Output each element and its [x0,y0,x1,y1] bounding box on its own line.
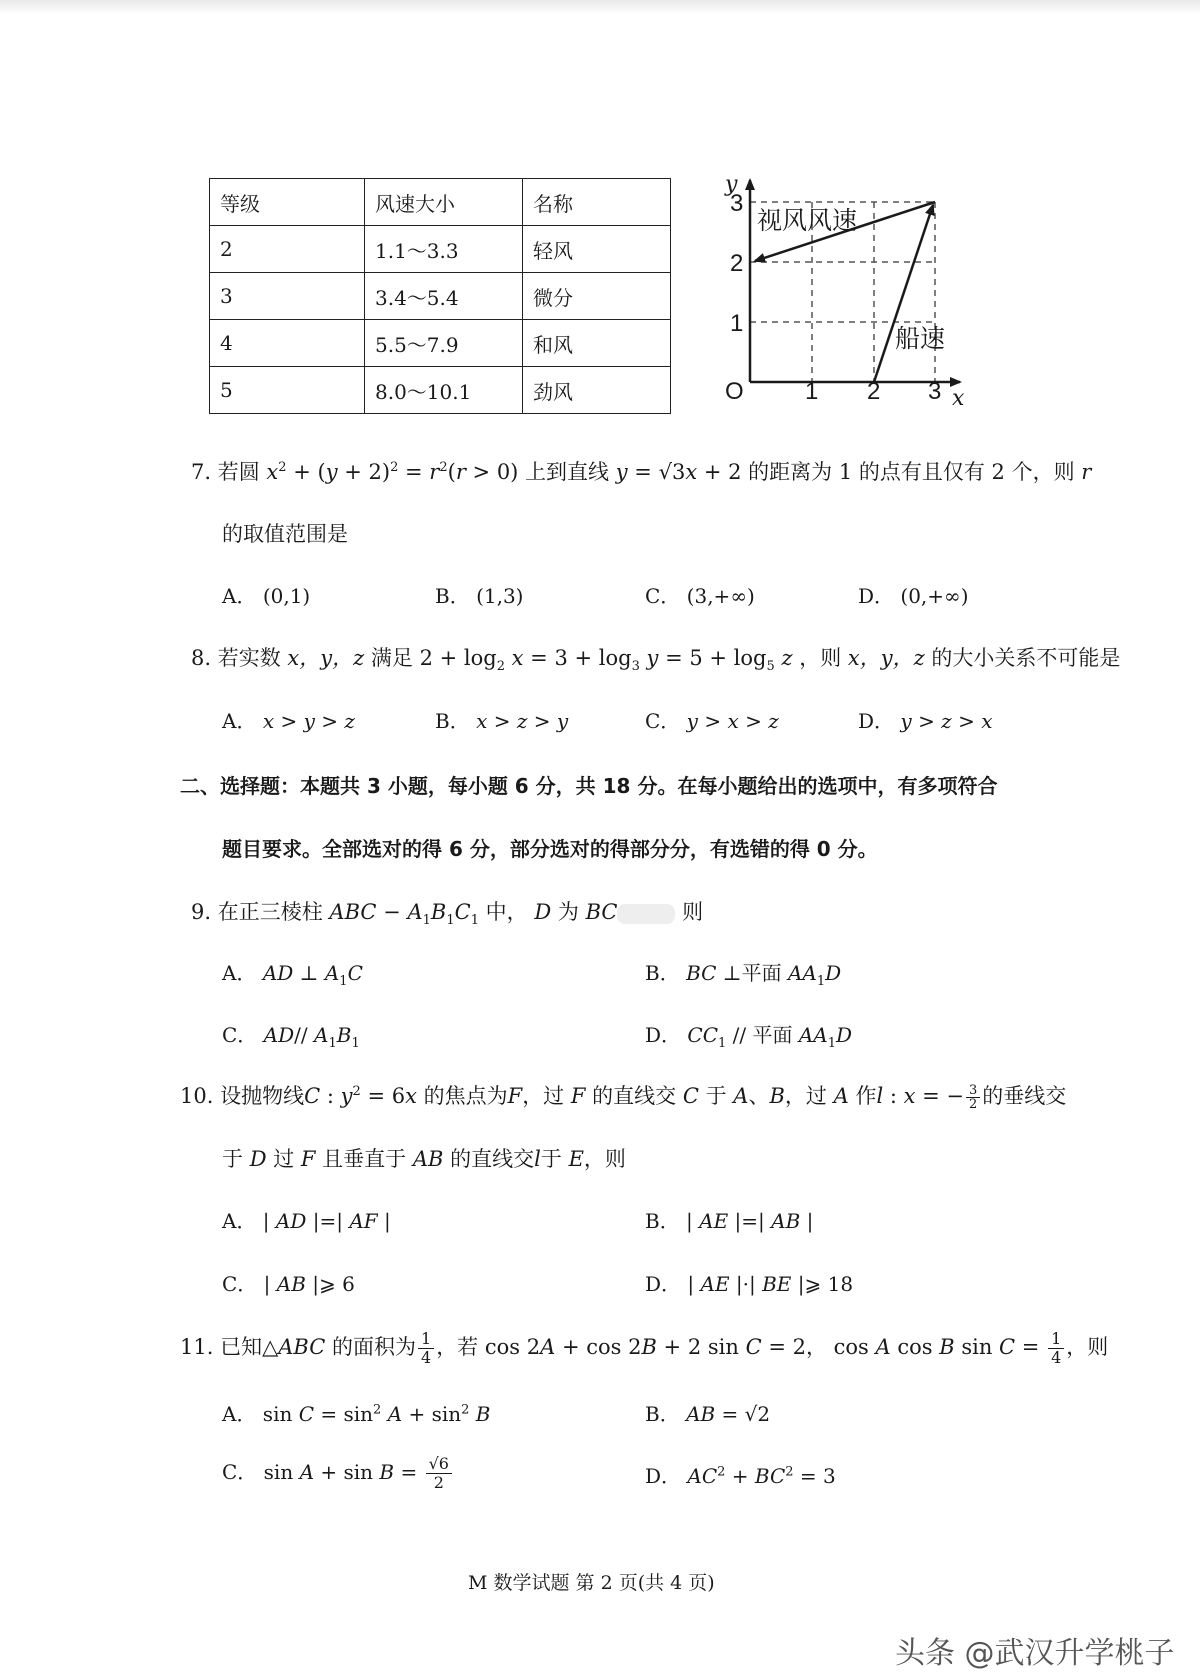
option-d: D． $AC^2 + BC^2 = 3$ [645,1464,836,1488]
blurred-region [617,904,675,924]
table-cell: 3.4～5.4 [365,273,523,320]
table-row [210,226,671,273]
apparent-wind-label: 视风风速 [757,206,858,235]
watermark: 头条 @武汉升学桃子 [895,1636,1175,1671]
question-text: ，则 [799,646,842,670]
question-text: 满足 [370,646,413,670]
option-d: D． | AE |·| BE |⩾ 18 [645,1272,854,1296]
table-cell: 4 [210,320,365,367]
table-row [210,367,671,414]
fraction: $\frac{1}{4}$ [1048,1330,1064,1367]
question-text: 的大小关系不可能是 [931,646,1121,670]
option-c: C． sin A + sin B = $\frac{√6}{2}$ [222,1455,454,1492]
option-a: A． | AD |=| AF | [222,1209,391,1233]
table-row [210,320,671,367]
table-header-row [210,179,671,226]
scan-top-shadow [0,0,1200,14]
section-heading-line2: 题目要求。全部选对的得 6 分，部分选对的得部分分，有选错的得 0 分。 [222,837,878,861]
option-a: A． (0,1) [222,584,311,608]
option-c: C． (3,+∞) [645,584,755,608]
table-cell: 5 [210,367,365,414]
origin-label: O [725,378,744,405]
option-a: A． x > y > z [222,709,355,733]
math-line-equation: y = √3x + 2 [615,460,742,484]
question-text: 的距离为 1 的点有且仅有 2 个，则 [748,460,1075,484]
math-prism: ABC [329,900,377,924]
option-d: D． $CC_1$ // 平面 $AA_1D$ [645,1023,853,1051]
question-11: 11. 已知△ABC 的面积为 $\frac{1}{4}$ ，若 cos 2A + cos 2B + 2 sin C = 2， cos A cos B sin C = $\frac{1}{4}$ ，则 [180,1329,1109,1367]
math-circle-equation: $x^2 + (y + 2)^2 = r^2(r > 0)$ [266,460,519,484]
question-number: 8. [191,646,212,670]
option-b: B． | AE |=| AB | [645,1209,814,1233]
table-cell: 2 [210,226,365,273]
question-8 [191,642,1120,674]
option-c: C． y > x > z [645,709,779,733]
option-b: B． x > z > y [435,709,569,733]
question-text: 为 [557,900,579,924]
math-variable: r [1081,460,1092,484]
option-c: C． AD// $A_1B_1$ [222,1023,360,1051]
table-header-cell: 名称 [523,179,671,226]
question-text: 若圆 [217,460,260,484]
math-log-equation: $2 + \log_2 x = 3 + \log_3 y = 5 + \log_5 z$ [419,646,793,675]
table-cell: 3 [210,273,365,320]
option-d: D． y > z > x [858,709,993,733]
x-axis-label: x [952,386,965,411]
question-number: 11. [180,1335,214,1359]
ship-speed-vector [874,205,933,382]
question-number: 9. [191,900,212,924]
ship-speed-label: 船速 [895,324,946,353]
y-tick-label: 2 [730,250,744,277]
wind-scale-table [209,178,671,414]
section-heading: 二、选择题：本题共 3 小题，每小题 6 分，共 18 分。在每小题给出的选项中，有多项符合 [180,774,998,798]
fraction: $\frac{1}{4}$ [418,1330,434,1367]
question-10-line2: 于 D 过 F 且垂直于 AB 的直线交l于 E，则 [222,1147,626,1171]
question-number: 7. [191,460,212,484]
fraction: $\frac{3}{2}$ [966,1084,980,1111]
question-text: 中， [485,900,528,924]
option-b: B． BC ⊥平面 $AA_1D$ [645,961,842,989]
option-a: A． AD ⊥ $A_1C$ [222,961,363,989]
x-tick-label: 1 [805,378,819,405]
page-footer: M 数学试题 第 2 页(共 4 页) [468,1572,715,1594]
option-c: C． | AB |⩾ 6 [222,1272,355,1296]
question-text: 若实数 [217,646,281,670]
y-tick-label: 3 [730,190,744,217]
table-cell: 8.0～10.1 [365,367,523,414]
table-cell: 劲风 [523,367,671,414]
option-a: A． $\sin C = \sin^2 A + \sin^2 B$ [222,1402,491,1426]
table-header-cell: 等级 [210,179,365,226]
y-axis-label: y [725,175,738,197]
question-number: 10. [180,1084,214,1108]
table-header-cell: 风速大小 [365,179,523,226]
table-row [210,273,671,320]
wind-vector-diagram [715,175,975,420]
math-variables: x，y，z [847,646,925,670]
y-tick-label: 1 [730,310,744,337]
fraction: $\frac{√6}{2}$ [426,1455,452,1492]
x-tick-label: 3 [928,378,942,405]
question-text: 在正三棱柱 [217,900,323,924]
question-10: 10. 设抛物线C : $y^2 = 6x$ 的焦点为F，过 F 的直线交 C 于 A、B，过 A 作l : x = − $\frac{3}{2}$ 的垂线交 [180,1083,1067,1112]
x-tick-label: 2 [867,378,881,405]
option-b: B． (1,3) [435,584,524,608]
table-cell: 轻风 [523,226,671,273]
question-text: 则 [682,900,704,924]
option-b: B． AB = √2 [645,1402,771,1426]
question-text: 上到直线 [525,460,610,484]
table-cell: 和风 [523,320,671,367]
table-cell: 5.5～7.9 [365,320,523,367]
table-cell: 微分 [523,273,671,320]
math-variables: x，y，z [287,646,365,670]
question-9: 9. 在正三棱柱 ABC − $A_1B_1C_1$ 中， D 为 BC 则 [191,900,704,929]
question-text: 的取值范围是 [222,522,348,546]
option-d: D． (0,+∞) [858,584,969,608]
question-7 [191,456,1091,486]
table-cell: 1.1～3.3 [365,226,523,273]
